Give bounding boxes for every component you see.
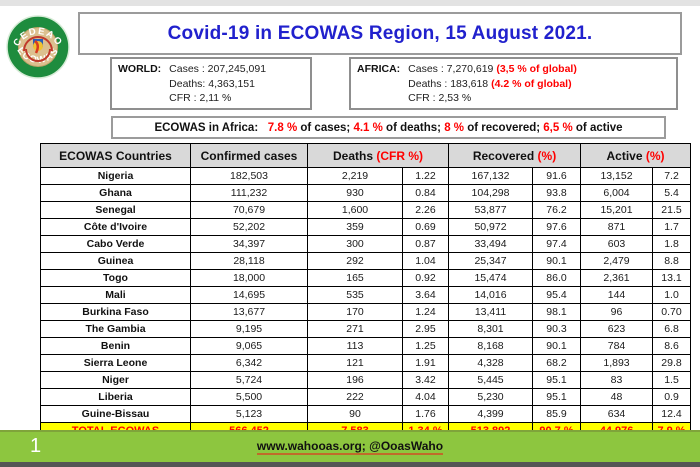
table-row xyxy=(41,185,691,202)
cell-recovered: 14,016 xyxy=(449,287,533,304)
world-label: WORLD: xyxy=(118,63,162,75)
cell-cfr: 2.26 xyxy=(403,202,449,219)
cell-country: Cabo Verde xyxy=(41,236,191,253)
cell-country: Benin xyxy=(41,338,191,355)
cell-active: 784 xyxy=(581,338,653,355)
africa-cfr: CFR : 2,53 % xyxy=(408,92,472,104)
cell-deaths: 113 xyxy=(308,338,403,355)
page-title: Covid-19 in ECOWAS Region, 15 August 2021. xyxy=(78,12,682,55)
table-row xyxy=(41,236,691,253)
cell-confirmed: 18,000 xyxy=(191,270,308,287)
cell-country: Mali xyxy=(41,287,191,304)
header-deaths: Deaths (CFR %) xyxy=(308,144,449,168)
cell-active_pct: 0.70 xyxy=(653,304,691,321)
table-row xyxy=(41,270,691,287)
cell-country: Togo xyxy=(41,270,191,287)
cell-active_pct: 1.8 xyxy=(653,236,691,253)
cell-deaths: 90 xyxy=(308,406,403,423)
footer-website-link[interactable]: www.wahooas.org; @OoasWaho xyxy=(256,439,444,453)
footer-bar xyxy=(0,430,700,464)
africa-stats xyxy=(408,62,577,106)
world-stats-box xyxy=(110,57,312,110)
cell-recovered: 13,411 xyxy=(449,304,533,321)
cell-recovered_pct: 93.8 xyxy=(533,185,581,202)
cell-recovered: 4,328 xyxy=(449,355,533,372)
table-row xyxy=(41,287,691,304)
cell-recovered_pct: 97.4 xyxy=(533,236,581,253)
cell-cfr: 3.42 xyxy=(403,372,449,389)
cell-active: 13,152 xyxy=(581,168,653,185)
cell-deaths: 2,219 xyxy=(308,168,403,185)
header-active: Active (%) xyxy=(581,144,691,168)
cell-cfr: 1.24 xyxy=(403,304,449,321)
cell-recovered: 4,399 xyxy=(449,406,533,423)
cell-cfr: 1.91 xyxy=(403,355,449,372)
cell-cfr: 1.76 xyxy=(403,406,449,423)
africa-stats-box xyxy=(349,57,678,110)
cell-confirmed: 5,724 xyxy=(191,372,308,389)
cell-recovered_pct: 91.6 xyxy=(533,168,581,185)
cell-confirmed: 5,500 xyxy=(191,389,308,406)
cell-recovered: 25,347 xyxy=(449,253,533,270)
cell-active: 2,361 xyxy=(581,270,653,287)
cell-cfr: 1.25 xyxy=(403,338,449,355)
africa-deaths: Deaths : 183,618 xyxy=(408,77,489,90)
cell-recovered_pct: 86.0 xyxy=(533,270,581,287)
cell-recovered: 104,298 xyxy=(449,185,533,202)
cell-active: 83 xyxy=(581,372,653,389)
ecowas-pct-recovered: 8 % xyxy=(444,121,465,134)
cell-country: Niger xyxy=(41,372,191,389)
cell-deaths: 222 xyxy=(308,389,403,406)
cell-active_pct: 5.4 xyxy=(653,185,691,202)
ecowas-text-cases: of cases; xyxy=(297,121,354,134)
cell-active_pct: 1.7 xyxy=(653,219,691,236)
cell-country: Guinea xyxy=(41,253,191,270)
table-row xyxy=(41,406,691,423)
header-confirmed: Confirmed cases xyxy=(191,144,308,168)
cell-recovered: 5,445 xyxy=(449,372,533,389)
page-number: 1 xyxy=(30,435,42,457)
cell-deaths: 930 xyxy=(308,185,403,202)
cell-active: 603 xyxy=(581,236,653,253)
cell-country: Senegal xyxy=(41,202,191,219)
cell-recovered_pct: 90.3 xyxy=(533,321,581,338)
top-strip xyxy=(0,0,700,6)
cell-active_pct: 7.2 xyxy=(653,168,691,185)
header-countries: ECOWAS Countries xyxy=(41,144,191,168)
logo-top-text: CEDEAO xyxy=(11,25,65,49)
cell-active: 6,004 xyxy=(581,185,653,202)
cell-confirmed: 9,065 xyxy=(191,338,308,355)
cell-active_pct: 29.8 xyxy=(653,355,691,372)
cell-confirmed: 9,195 xyxy=(191,321,308,338)
africa-deaths-pct: (4.2 % of global) xyxy=(491,77,572,90)
cell-cfr: 3.64 xyxy=(403,287,449,304)
cell-deaths: 170 xyxy=(308,304,403,321)
cell-cfr: 1.22 xyxy=(403,168,449,185)
cell-deaths: 165 xyxy=(308,270,403,287)
table-row xyxy=(41,372,691,389)
cell-cfr: 0.92 xyxy=(403,270,449,287)
cell-country: Burkina Faso xyxy=(41,304,191,321)
cell-cfr: 4.04 xyxy=(403,389,449,406)
world-deaths: Deaths: 4,363,151 xyxy=(169,77,255,90)
cell-recovered_pct: 97.6 xyxy=(533,219,581,236)
cell-cfr: 0.84 xyxy=(403,185,449,202)
table-row xyxy=(41,304,691,321)
cell-recovered: 5,230 xyxy=(449,389,533,406)
cell-deaths: 1,600 xyxy=(308,202,403,219)
cell-active_pct: 0.9 xyxy=(653,389,691,406)
cell-confirmed: 70,679 xyxy=(191,202,308,219)
cell-confirmed: 13,677 xyxy=(191,304,308,321)
cell-active: 871 xyxy=(581,219,653,236)
world-cases: Cases : 207,245,091 xyxy=(169,63,267,75)
cell-confirmed: 5,123 xyxy=(191,406,308,423)
cell-deaths: 535 xyxy=(308,287,403,304)
cell-recovered_pct: 90.1 xyxy=(533,338,581,355)
cell-active_pct: 6.8 xyxy=(653,321,691,338)
cell-deaths: 196 xyxy=(308,372,403,389)
cell-deaths: 271 xyxy=(308,321,403,338)
cell-active: 623 xyxy=(581,321,653,338)
africa-cases-pct: (3,5 % of global) xyxy=(496,63,577,75)
ecowas-logo-icon xyxy=(6,15,70,79)
cell-recovered_pct: 76.2 xyxy=(533,202,581,219)
table-row xyxy=(41,219,691,236)
cell-active: 634 xyxy=(581,406,653,423)
cell-recovered: 167,132 xyxy=(449,168,533,185)
table-row xyxy=(41,168,691,185)
cell-recovered: 50,972 xyxy=(449,219,533,236)
cell-cfr: 1.04 xyxy=(403,253,449,270)
cell-recovered: 15,474 xyxy=(449,270,533,287)
cell-deaths: 121 xyxy=(308,355,403,372)
cell-active_pct: 1.0 xyxy=(653,287,691,304)
cell-country: Sierra Leone xyxy=(41,355,191,372)
cell-recovered: 8,301 xyxy=(449,321,533,338)
cell-active_pct: 8.8 xyxy=(653,253,691,270)
logo-bottom-text: ECOWAS xyxy=(14,45,62,67)
cell-recovered: 53,877 xyxy=(449,202,533,219)
ecowas-text-active: of active xyxy=(572,121,623,134)
table-row xyxy=(41,338,691,355)
cell-country: Côte d'Ivoire xyxy=(41,219,191,236)
cell-recovered_pct: 98.1 xyxy=(533,304,581,321)
africa-cases: Cases : 7,270,619 xyxy=(408,63,494,75)
africa-label: AFRICA: xyxy=(357,63,401,75)
cell-recovered_pct: 95.1 xyxy=(533,389,581,406)
cell-active: 2,479 xyxy=(581,253,653,270)
cell-deaths: 292 xyxy=(308,253,403,270)
ecowas-pct-active: 6,5 % xyxy=(543,121,573,134)
cell-recovered_pct: 90.1 xyxy=(533,253,581,270)
cell-recovered: 33,494 xyxy=(449,236,533,253)
cell-confirmed: 182,503 xyxy=(191,168,308,185)
cell-active: 144 xyxy=(581,287,653,304)
cell-active: 15,201 xyxy=(581,202,653,219)
ecowas-text-deaths: of deaths; xyxy=(382,121,445,134)
cell-country: Guine-Bissau xyxy=(41,406,191,423)
cell-confirmed: 111,232 xyxy=(191,185,308,202)
ecowas-pct-deaths: 4.1 % xyxy=(353,121,383,134)
table-row xyxy=(41,389,691,406)
cell-active: 48 xyxy=(581,389,653,406)
ecowas-text-recovered: of recovered; xyxy=(464,121,544,134)
ecowas-line-label: ECOWAS in Africa: xyxy=(154,121,259,134)
cell-active_pct: 13.1 xyxy=(653,270,691,287)
cell-active_pct: 21.5 xyxy=(653,202,691,219)
cell-active_pct: 1.5 xyxy=(653,372,691,389)
cell-country: Ghana xyxy=(41,185,191,202)
cell-active_pct: 12.4 xyxy=(653,406,691,423)
cell-country: The Gambia xyxy=(41,321,191,338)
table-body xyxy=(41,168,691,440)
bottom-strip xyxy=(0,462,700,467)
cell-cfr: 2.95 xyxy=(403,321,449,338)
cell-cfr: 0.87 xyxy=(403,236,449,253)
cell-country: Nigeria xyxy=(41,168,191,185)
cell-recovered_pct: 95.4 xyxy=(533,287,581,304)
cell-confirmed: 6,342 xyxy=(191,355,308,372)
cell-confirmed: 14,695 xyxy=(191,287,308,304)
cell-recovered_pct: 95.1 xyxy=(533,372,581,389)
cell-recovered_pct: 68.2 xyxy=(533,355,581,372)
world-cfr: CFR : 2,11 % xyxy=(169,92,232,104)
table-row xyxy=(41,253,691,270)
table-row xyxy=(41,321,691,338)
header-recovered: Recovered (%) xyxy=(449,144,581,168)
cell-active_pct: 8.6 xyxy=(653,338,691,355)
cell-deaths: 359 xyxy=(308,219,403,236)
cell-recovered_pct: 85.9 xyxy=(533,406,581,423)
table-header-row xyxy=(41,144,691,168)
cell-cfr: 0.69 xyxy=(403,219,449,236)
cell-deaths: 300 xyxy=(308,236,403,253)
cell-confirmed: 28,118 xyxy=(191,253,308,270)
ecowas-pct-cases: 7.8 % xyxy=(267,121,298,134)
cell-confirmed: 52,202 xyxy=(191,219,308,236)
cell-country: Liberia xyxy=(41,389,191,406)
cell-recovered: 8,168 xyxy=(449,338,533,355)
world-stats xyxy=(169,62,266,106)
ecowas-in-africa-strip xyxy=(111,116,666,139)
covid-table xyxy=(40,143,691,440)
cell-confirmed: 34,397 xyxy=(191,236,308,253)
cell-active: 1,893 xyxy=(581,355,653,372)
cell-active: 96 xyxy=(581,304,653,321)
table-row xyxy=(41,355,691,372)
table-row xyxy=(41,202,691,219)
